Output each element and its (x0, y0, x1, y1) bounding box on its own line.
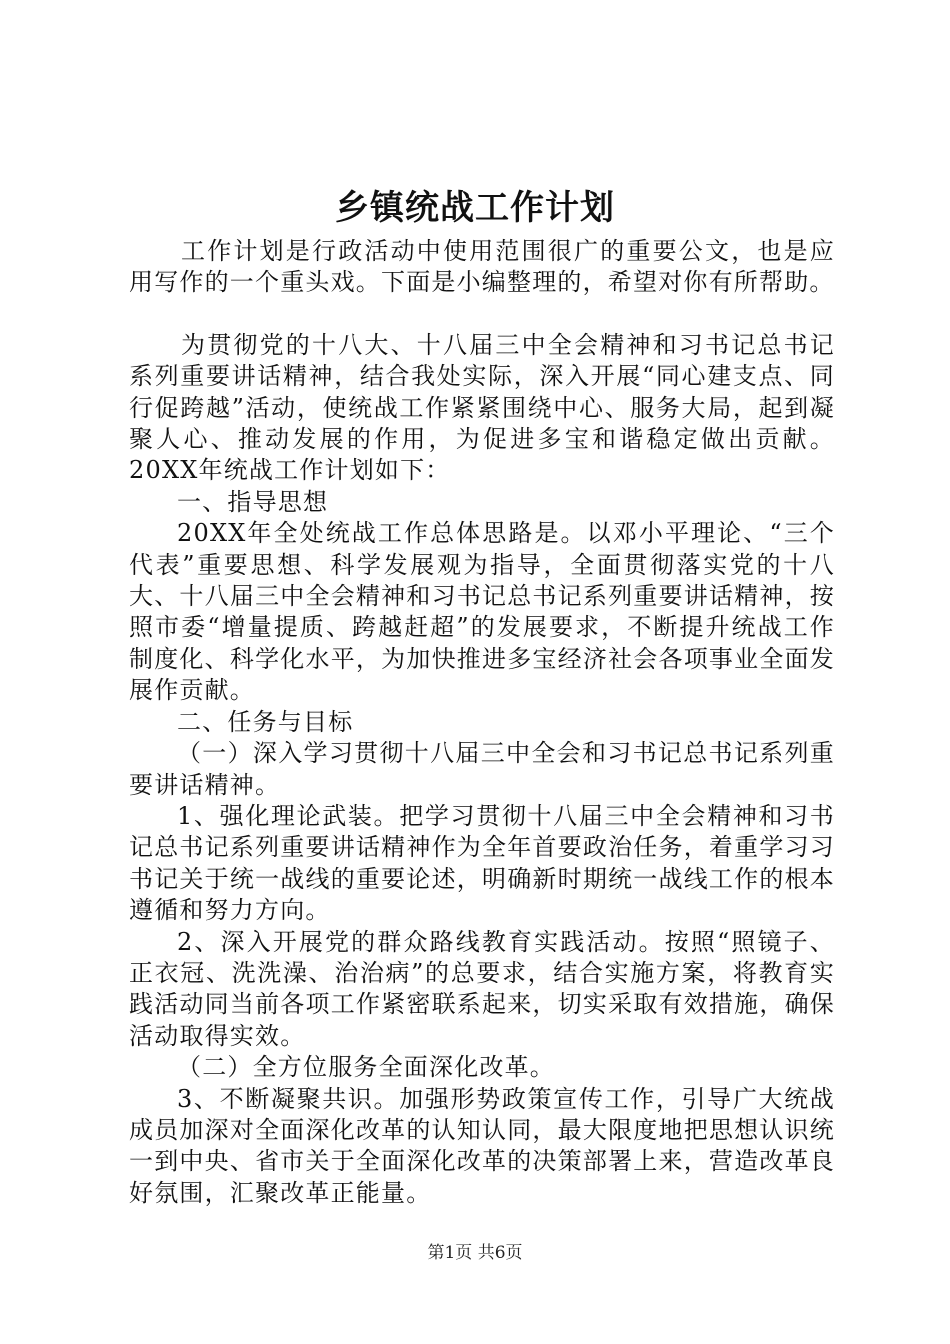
document-body (129, 236, 835, 1209)
item-1-paragraph: 1、强化理论武装。把学习贯彻十八届三中全会精神和习书记总书记系列重要讲话精神作为全年首要政治任务，着重学习习书记关于统一战线的重要论述，明确新时期统一战线工作的根本遵循和努力方向。 (129, 801, 835, 925)
subsection-heading-1: （一）深入学习贯彻十八届三中全会和习书记总书记系列重要讲话精神。 (129, 739, 835, 799)
item-2-paragraph: 2、深入开展党的群众路线教育实践活动。按照“照镜子、正衣冠、洗洗澡、治治病”的总要求，结合实施方案，将教育实践活动同当前各项工作紧密联系起来，切实采取有效措施，确保活动取得实效。 (129, 927, 835, 1050)
section-heading-tasks-goals: 二、任务与目标 (177, 707, 354, 736)
preamble-paragraph: 为贯彻党的十八大、十八届三中全会精神和习书记总书记系列重要讲话精神，结合我处实际，深入开展“同心建支点、同行促跨越”活动，使统战工作紧紧围绕中心、服务大局，起到凝聚人心、推动发展的作用，为促进多宝和谐稳定做出贡献。20XX年统战工作计划如下： (129, 330, 835, 485)
guiding-thought-paragraph: 20XX年全处统战工作总体思路是。以邓小平理论、“三个代表”重要思想、科学发展观为指导，全面贯彻落实党的十八大、十八届三中全会精神和习书记总书记系列重要讲话精神，按照市委“增量提质、跨越赶超”的发展要求，不断提升统战工作制度化、科学化水平，为加快推进多宝经济社会各项事业全面发展作贡献。 (129, 519, 835, 705)
page-number-footer: 第1页 共6页 (427, 1243, 523, 1263)
subsection-heading-2: （二）全方位服务全面深化改革。 (177, 1053, 555, 1082)
paragraph-spacer (129, 299, 835, 330)
intro-paragraph: 工作计划是行政活动中使用范围很广的重要公文，也是应用写作的一个重头戏。下面是小编整理的，希望对你有所帮助。 (129, 237, 835, 297)
item-3-paragraph: 3、不断凝聚共识。加强形势政策宣传工作，引导广大统战成员加深对全面深化改革的认知认同，最大限度地把思想认识统一到中央、省市关于全面深化改革的决策部署上来，营造改革良好氛围，汇聚改革正能量。 (129, 1084, 835, 1207)
section-heading-guiding-thought: 一、指导思想 (177, 487, 329, 516)
document-title: 乡镇统战工作计划 (335, 188, 615, 228)
